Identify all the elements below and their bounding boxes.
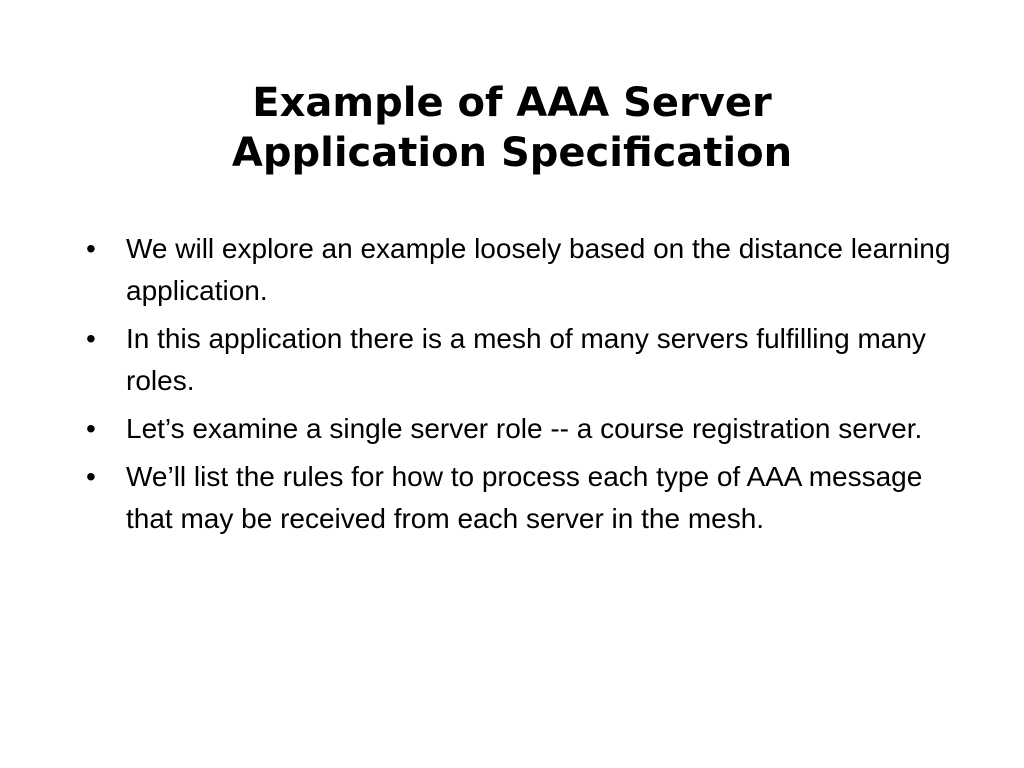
bullet-marker: •: [86, 323, 96, 354]
bullet-text: We’ll list the rules for how to process each type of AAA message that may be received from each server in the mesh.: [126, 461, 923, 534]
bullet-text: We will explore an example loosely based on the distance learning application.: [126, 233, 951, 306]
bullet-list: [86, 228, 952, 546]
bullet-text: In this application there is a mesh of many servers fulfilling many roles.: [126, 323, 926, 396]
bullet-item: [86, 318, 952, 402]
bullet-item: [86, 228, 952, 312]
bullet-text: Let’s examine a single server role -- a course registration server.: [126, 413, 923, 444]
slide-title-line-2: Application Specification: [231, 130, 793, 176]
slide-title: [80, 78, 944, 178]
bullet-marker: •: [86, 413, 96, 444]
bullet-marker: •: [86, 233, 96, 264]
bullet-item: [86, 408, 952, 450]
bullet-item: [86, 456, 952, 540]
bullet-marker: •: [86, 461, 96, 492]
slide-title-line-1: Example of AAA Server: [252, 80, 772, 126]
